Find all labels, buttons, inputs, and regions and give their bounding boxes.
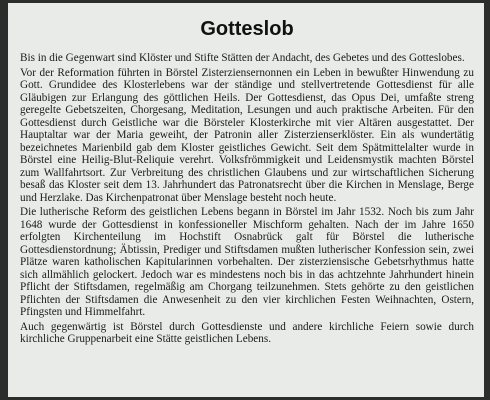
page-title: Gotteslob xyxy=(200,18,294,40)
paragraph-lutheran-reform: Die lutherische Reform des geistlichen Lebens begann in Börstel im Jahr 1532. Noch bis zum Jahr 1648 wurde der Gottesdienst in konfessioneller Mischform gehalten. Nach der im Jahre 1650 erfolgten Kirchenteilung im Hochstift Osnabrück galt für Börstel die lutherische Gottesdienstordnung; Äbtissin, Prediger und Stiftsdamen mußten lutherischer Konfession sein, zwei Plätze waren katholischen Kapitularinnen vorbehalten. Der zisterziensische Gebetsrhythmus hatte sich allmählich gelockert. Jedoch war es mindestens noch bis in das achtzehnte Jahrhundert hinein Pflicht der Stiftsdamen, regelmäßig am Chorgang teilzunehmen. Stets gehörte zu den geistlichen Pflichten der Stiftsdamen die Anwesenheit zu den vier kirchlichen Festen Weihnachten, Ostern, Pfingsten und Himmelfahrt. xyxy=(20,206,474,318)
paragraph-present-day: Auch gegenwärtig ist Börstel durch Gottesdienste und andere kirchliche Feiern sowie durch kirchliche Gruppenarbeit eine Stätte geistlichen Lebens. xyxy=(20,320,474,345)
paragraph-intro: Bis in die Gegenwart sind Klöster und Stifte Stätten der Andacht, des Gebetes und des Gotteslobes. xyxy=(20,52,465,64)
info-panel xyxy=(8,3,484,397)
paragraph-pre-reformation: Vor der Reformation führten in Börstel Zisterziensernonnen ein Leben in bewußter Hinwendung zu Gott. Grundidee des Klosterlebens war der ständige und stellvertretende Gottesdienst für alle Gläubigen zur Erlangung des göttlichen Heils. Der Gottesdienst, das Opus Dei, umfaßte streng geregelte Gebetszeiten, Chorgesang, Meditation, Lesungen und auch praktische Arbeiten. Für den Gottesdienst durch Geistliche war die Börsteler Klosterkirche mit vier Altären ausgestattet. Der Hauptaltar war der Maria geweiht, der Patronin aller Zisterzienserklöster. Ein als wundertätig bezeichnetes Marienbild gab dem Kloster geistliches Gewicht. Seit dem Spätmittelalter wurde in Börstel eine Heilig-Blut-Reliquie verehrt. Volksfrömmigkeit und Leidensmystik machten Börstel zum Wallfahrtsort. Zur Verbreitung des christlichen Glaubens und zur wirtschaftlichen Sicherung besaß das Kloster seit dem 13. Jahrhundert das Patronatsrecht über die Kirchen in Menslage, Berge und Herzlake. Das Kirchenpatronat über Menslage besteht noch heute. xyxy=(20,66,474,204)
